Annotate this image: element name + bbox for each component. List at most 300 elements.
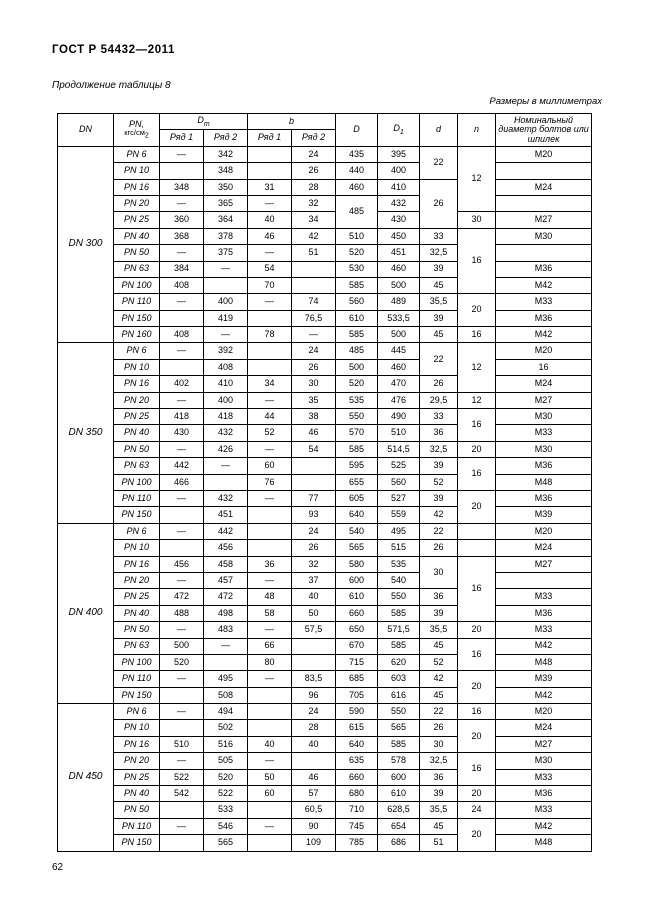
- D1-value: 571,5: [378, 622, 420, 638]
- D1-value: 565: [378, 720, 420, 736]
- d-value: 39: [420, 605, 458, 621]
- dm-row1-value: —: [160, 343, 204, 359]
- table-row: [58, 786, 592, 802]
- pn-value: PN 25: [114, 769, 160, 785]
- dm-row1-value: [160, 802, 204, 818]
- n-value: [458, 540, 496, 556]
- n-value: 16: [458, 704, 496, 720]
- D1-value: 450: [378, 228, 420, 244]
- n-value: 12: [458, 146, 496, 212]
- pn-value: PN 40: [114, 786, 160, 802]
- dm-row2-value: 533: [204, 802, 248, 818]
- th-dm-row1: Ряд 1: [160, 130, 204, 146]
- b-row2-value: [292, 458, 336, 474]
- bolt-value: M42: [496, 687, 592, 703]
- table-row: [58, 638, 592, 654]
- D-value: 640: [336, 507, 378, 523]
- dm-row2-value: —: [204, 638, 248, 654]
- bolt-value: M42: [496, 277, 592, 293]
- dm-row2-value: 442: [204, 523, 248, 539]
- b-row2-value: 96: [292, 687, 336, 703]
- n-value: 16: [458, 327, 496, 343]
- dm-row2-value: 502: [204, 720, 248, 736]
- bolt-value: M30: [496, 228, 592, 244]
- dm-row1-value: [160, 687, 204, 703]
- dm-row1-value: 384: [160, 261, 204, 277]
- dn-group-label: DN 300: [58, 146, 114, 343]
- b-row1-value: 44: [248, 409, 292, 425]
- D1-value: 535: [378, 556, 420, 572]
- page-number: 62: [52, 862, 64, 873]
- b-row2-value: 42: [292, 228, 336, 244]
- n-value: 24: [458, 802, 496, 818]
- b-row1-value: —: [248, 671, 292, 687]
- pn-value: PN 110: [114, 818, 160, 834]
- b-row1-value: 54: [248, 261, 292, 277]
- d-value: 39: [420, 261, 458, 277]
- D1-value: 550: [378, 589, 420, 605]
- pn-value: PN 6: [114, 146, 160, 162]
- dm-row2-value: —: [204, 261, 248, 277]
- d-value: 45: [420, 687, 458, 703]
- D-value: 585: [336, 327, 378, 343]
- b-row2-value: 57: [292, 786, 336, 802]
- bolt-value: M30: [496, 409, 592, 425]
- pn-value: PN 50: [114, 802, 160, 818]
- D-value: 595: [336, 458, 378, 474]
- dm-row2-value: 418: [204, 409, 248, 425]
- n-value: [496, 572, 592, 588]
- b-row2-value: 30: [292, 376, 336, 392]
- standard-title: ГОСТ Р 54432—2011: [52, 44, 176, 56]
- b-row1-value: 66: [248, 638, 292, 654]
- dm-row1-value: [160, 359, 204, 375]
- table-row: [58, 294, 592, 310]
- bolt-value: [496, 245, 592, 261]
- b-row1-value: —: [248, 818, 292, 834]
- dm-row2-value: 456: [204, 540, 248, 556]
- table-row: [58, 146, 592, 162]
- b-row2-value: 57,5: [292, 622, 336, 638]
- th-b-row2: Ряд 2: [292, 130, 336, 146]
- b-row1-value: 48: [248, 589, 292, 605]
- bolt-value: M20: [496, 523, 592, 539]
- b-row2-value: 26: [292, 163, 336, 179]
- pn-value: PN 6: [114, 704, 160, 720]
- bolt-value: M36: [496, 490, 592, 506]
- b-row2-value: 77: [292, 490, 336, 506]
- d-value: 45: [420, 277, 458, 293]
- d-value: 39: [420, 786, 458, 802]
- th-pn-unit-den: см: [135, 128, 145, 138]
- b-row2-value: 60,5: [292, 802, 336, 818]
- pn-value: PN 160: [114, 327, 160, 343]
- dm-row2-value: 494: [204, 704, 248, 720]
- dm-row1-value: 408: [160, 277, 204, 293]
- b-row2-value: 37: [292, 572, 336, 588]
- D-value: 600: [336, 572, 378, 588]
- D-value: 550: [336, 409, 378, 425]
- D1-value: 616: [378, 687, 420, 703]
- D1-value: 603: [378, 671, 420, 687]
- b-row1-value: —: [248, 392, 292, 408]
- n-value: [496, 163, 592, 179]
- b-row1-value: 36: [248, 556, 292, 572]
- b-row2-value: [292, 753, 336, 769]
- th-d: D: [336, 114, 378, 147]
- b-row1-value: 46: [248, 228, 292, 244]
- b-row1-value: 58: [248, 605, 292, 621]
- d-value: 30: [458, 212, 496, 228]
- dm-row1-value: 510: [160, 736, 204, 752]
- b-row2-value: [292, 261, 336, 277]
- dm-row1-value: 348: [160, 179, 204, 195]
- table-row: [58, 523, 592, 539]
- th-dm-sub: m: [203, 120, 210, 128]
- table-row: [58, 818, 592, 834]
- dm-row2-value: 483: [204, 622, 248, 638]
- b-row1-value: [248, 687, 292, 703]
- b-row1-value: 31: [248, 179, 292, 195]
- dm-row1-value: —: [160, 622, 204, 638]
- table-row: [58, 802, 592, 818]
- pn-value: PN 20: [114, 572, 160, 588]
- d-value: 22: [420, 704, 458, 720]
- table-row: [58, 736, 592, 752]
- dm-row1-value: —: [160, 704, 204, 720]
- pn-value: PN 16: [114, 376, 160, 392]
- D-value: 705: [336, 687, 378, 703]
- pn-value: PN 20: [114, 392, 160, 408]
- d-value: 51: [420, 835, 458, 851]
- D-value: 640: [336, 736, 378, 752]
- D-value: 565: [336, 540, 378, 556]
- pn-value: PN 100: [114, 474, 160, 490]
- dm-row1-value: —: [160, 441, 204, 457]
- b-row2-value: 24: [292, 146, 336, 162]
- dm-row2-value: 378: [204, 228, 248, 244]
- D-value: 670: [336, 638, 378, 654]
- b-row2-value: 38: [292, 409, 336, 425]
- d-value: 45: [420, 638, 458, 654]
- D-value: 610: [336, 310, 378, 326]
- dm-row2-value: 457: [204, 572, 248, 588]
- n-value: 16: [458, 228, 496, 294]
- b-row1-value: —: [248, 441, 292, 457]
- d-value: 26: [420, 540, 458, 556]
- dm-row2-value: 350: [204, 179, 248, 195]
- D1-value: 540: [378, 572, 420, 588]
- dm-row1-value: —: [160, 294, 204, 310]
- D1-value: 560: [378, 474, 420, 490]
- pn-value: PN 10: [114, 359, 160, 375]
- b-row1-value: 34: [248, 376, 292, 392]
- dm-row1-value: 442: [160, 458, 204, 474]
- b-row2-value: 83,5: [292, 671, 336, 687]
- b-row1-value: —: [248, 245, 292, 261]
- D1-value: 533,5: [378, 310, 420, 326]
- pn-value: PN 40: [114, 425, 160, 441]
- bolt-value: M33: [496, 294, 592, 310]
- pn-value: PN 20: [114, 195, 160, 211]
- dm-row2-value: —: [204, 327, 248, 343]
- n-value: 20: [458, 720, 496, 753]
- n-value: 20: [458, 671, 496, 704]
- bolt-value: M24: [496, 376, 592, 392]
- pn-value: PN 40: [114, 605, 160, 621]
- b-row2-value: 50: [292, 605, 336, 621]
- dm-row2-value: 505: [204, 753, 248, 769]
- bolt-value: M42: [496, 638, 592, 654]
- pn-value: PN 25: [114, 212, 160, 228]
- b-row2-value: 32: [292, 556, 336, 572]
- d-value: 35,5: [420, 622, 458, 638]
- D-value: 520: [336, 245, 378, 261]
- b-row2-value: 46: [292, 425, 336, 441]
- dm-row1-value: —: [160, 146, 204, 162]
- b-row2-value: 24: [292, 343, 336, 359]
- D-value: 535: [336, 392, 378, 408]
- bolt-value: M39: [496, 507, 592, 523]
- b-row1-value: 76: [248, 474, 292, 490]
- D-value: 605: [336, 490, 378, 506]
- table-row: [58, 228, 592, 244]
- n-value: [496, 195, 592, 211]
- dm-row2-value: 432: [204, 490, 248, 506]
- d-value: 39: [420, 458, 458, 474]
- d-value: 30: [420, 556, 458, 589]
- n-value: 20: [458, 441, 496, 457]
- table-row: [58, 490, 592, 506]
- b-row1-value: —: [248, 572, 292, 588]
- b-row1-value: [248, 359, 292, 375]
- b-row2-value: 109: [292, 835, 336, 851]
- bolt-value: M42: [496, 327, 592, 343]
- table-row: [58, 212, 592, 228]
- D1-value: 500: [378, 277, 420, 293]
- D1-value: 515: [378, 540, 420, 556]
- dm-row1-value: [160, 507, 204, 523]
- dm-row1-value: —: [160, 392, 204, 408]
- n-value: 20: [458, 818, 496, 851]
- D-value: 560: [336, 294, 378, 310]
- D-value: 460: [336, 179, 378, 195]
- D1-value: 514,5: [378, 441, 420, 457]
- b-row2-value: 74: [292, 294, 336, 310]
- b-row1-value: 80: [248, 654, 292, 670]
- dm-row1-value: 456: [160, 556, 204, 572]
- D1-value: 489: [378, 294, 420, 310]
- dm-row2-value: 498: [204, 605, 248, 621]
- th-dm-text: D: [197, 114, 204, 125]
- D-value: 660: [336, 605, 378, 621]
- bolt-value: M33: [496, 622, 592, 638]
- table-row: [58, 654, 592, 670]
- b-row2-value: 32: [292, 195, 336, 211]
- D1-value: 654: [378, 818, 420, 834]
- th-b: b: [248, 114, 336, 130]
- D1-value: 445: [378, 343, 420, 359]
- D1-value: 430: [378, 212, 420, 228]
- table-body: [58, 146, 592, 851]
- D-value: 615: [336, 720, 378, 736]
- dn-group-label: DN 350: [58, 343, 114, 523]
- b-row2-value: 28: [292, 720, 336, 736]
- dm-row1-value: 408: [160, 327, 204, 343]
- D1-value: 451: [378, 245, 420, 261]
- bolt-value: M48: [496, 474, 592, 490]
- th-dm-row2: Ряд 2: [204, 130, 248, 146]
- b-row1-value: 60: [248, 458, 292, 474]
- d-value: 39: [420, 490, 458, 506]
- table-row: [58, 277, 592, 293]
- table-row: [58, 179, 592, 195]
- pn-value: PN 16: [114, 736, 160, 752]
- dm-row1-value: —: [160, 818, 204, 834]
- b-row1-value: [248, 720, 292, 736]
- d-value: 26: [420, 720, 458, 736]
- dm-row2-value: 522: [204, 786, 248, 802]
- dm-row2-value: 342: [204, 146, 248, 162]
- dm-row2-value: 546: [204, 818, 248, 834]
- b-row2-value: [292, 277, 336, 293]
- bolt-value: M20: [496, 146, 592, 162]
- D-value: 585: [336, 277, 378, 293]
- dm-row2-value: 495: [204, 671, 248, 687]
- D-value: 500: [336, 359, 378, 375]
- bolt-value: M30: [496, 441, 592, 457]
- D-value: 485: [336, 343, 378, 359]
- b-row2-value: 93: [292, 507, 336, 523]
- table-row: [58, 392, 592, 408]
- D1-value: 460: [378, 359, 420, 375]
- table-row: [58, 409, 592, 425]
- dm-row2-value: 508: [204, 687, 248, 703]
- pn-value: PN 25: [114, 589, 160, 605]
- th-b-row1: Ряд 1: [248, 130, 292, 146]
- bolt-value: M33: [496, 802, 592, 818]
- d-value: 52: [420, 654, 458, 670]
- D-value: 655: [336, 474, 378, 490]
- table-row: [58, 195, 592, 211]
- dm-row1-value: 488: [160, 605, 204, 621]
- dm-row1-value: 522: [160, 769, 204, 785]
- dm-row2-value: 365: [204, 195, 248, 211]
- dm-row2-value: 375: [204, 245, 248, 261]
- D-value: 650: [336, 622, 378, 638]
- d-value: 32,5: [420, 441, 458, 457]
- bolt-value: M48: [496, 835, 592, 851]
- D1-value: 476: [378, 392, 420, 408]
- bolt-value: M27: [496, 556, 592, 572]
- b-row1-value: [248, 523, 292, 539]
- bolt-value: M24: [496, 540, 592, 556]
- dm-row2-value: —: [204, 458, 248, 474]
- table-row: [58, 359, 592, 375]
- D1-value: 432: [378, 195, 420, 211]
- D-value: 660: [336, 769, 378, 785]
- table-row: [58, 835, 592, 851]
- dm-row1-value: —: [160, 195, 204, 211]
- D1-value: 510: [378, 425, 420, 441]
- dm-row1-value: [160, 720, 204, 736]
- d-value: 22: [420, 146, 458, 179]
- D-value: 510: [336, 228, 378, 244]
- dm-row1-value: —: [160, 490, 204, 506]
- d-value: 35,5: [420, 294, 458, 310]
- th-bolts: Номинальный диаметр болтов или шпилек: [496, 114, 592, 147]
- b-row2-value: 24: [292, 704, 336, 720]
- b-row1-value: 52: [248, 425, 292, 441]
- D1-value: 585: [378, 638, 420, 654]
- D1-value: 628,5: [378, 802, 420, 818]
- b-row2-value: [292, 654, 336, 670]
- th-pn-text: PN,: [128, 118, 144, 129]
- pn-value: PN 110: [114, 671, 160, 687]
- D-value: 520: [336, 376, 378, 392]
- table-continuation-label: Продолжение таблицы 8: [52, 80, 171, 91]
- dm-row2-value: 565: [204, 835, 248, 851]
- b-row1-value: 40: [248, 736, 292, 752]
- pn-value: PN 16: [114, 556, 160, 572]
- n-value: 16: [458, 409, 496, 442]
- D1-value: 610: [378, 786, 420, 802]
- pn-value: PN 150: [114, 507, 160, 523]
- dm-row1-value: [160, 540, 204, 556]
- b-row2-value: —: [292, 327, 336, 343]
- bolt-value: M27: [496, 392, 592, 408]
- n-value: 16: [458, 753, 496, 786]
- n-value: 16: [458, 458, 496, 491]
- dn-group-label: DN 400: [58, 523, 114, 703]
- dm-row2-value: 392: [204, 343, 248, 359]
- table-row: [58, 458, 592, 474]
- b-row1-value: 50: [248, 769, 292, 785]
- b-row2-value: 28: [292, 179, 336, 195]
- D-value: 485: [336, 195, 378, 228]
- table-row: [58, 556, 592, 572]
- D1-value: 550: [378, 704, 420, 720]
- header-row-1: [58, 114, 592, 130]
- bolt-value: M36: [496, 261, 592, 277]
- d-value: 32,5: [420, 245, 458, 261]
- dm-row1-value: —: [160, 753, 204, 769]
- bolt-value: M27: [496, 736, 592, 752]
- bolt-value: M36: [496, 605, 592, 621]
- th-d1: [378, 114, 420, 147]
- units-note: Размеры в миллиметрах: [489, 96, 602, 107]
- D-value: 540: [336, 523, 378, 539]
- b-row2-value: 40: [292, 736, 336, 752]
- d-value: 33: [420, 228, 458, 244]
- pn-value: PN 100: [114, 654, 160, 670]
- table-row: [58, 769, 592, 785]
- n-value: 12: [458, 392, 496, 408]
- D-value: 530: [336, 261, 378, 277]
- bolt-value: M20: [496, 704, 592, 720]
- d-value: 22: [420, 523, 458, 539]
- pn-value: PN 50: [114, 245, 160, 261]
- pn-value: PN 6: [114, 523, 160, 539]
- pn-value: PN 150: [114, 687, 160, 703]
- n-value: 16: [458, 638, 496, 671]
- D1-value: 559: [378, 507, 420, 523]
- b-row1-value: [248, 507, 292, 523]
- dm-row1-value: —: [160, 671, 204, 687]
- table-row: [58, 163, 592, 179]
- bolt-value: M33: [496, 769, 592, 785]
- th-pn: PN, кгс/см2: [114, 114, 160, 147]
